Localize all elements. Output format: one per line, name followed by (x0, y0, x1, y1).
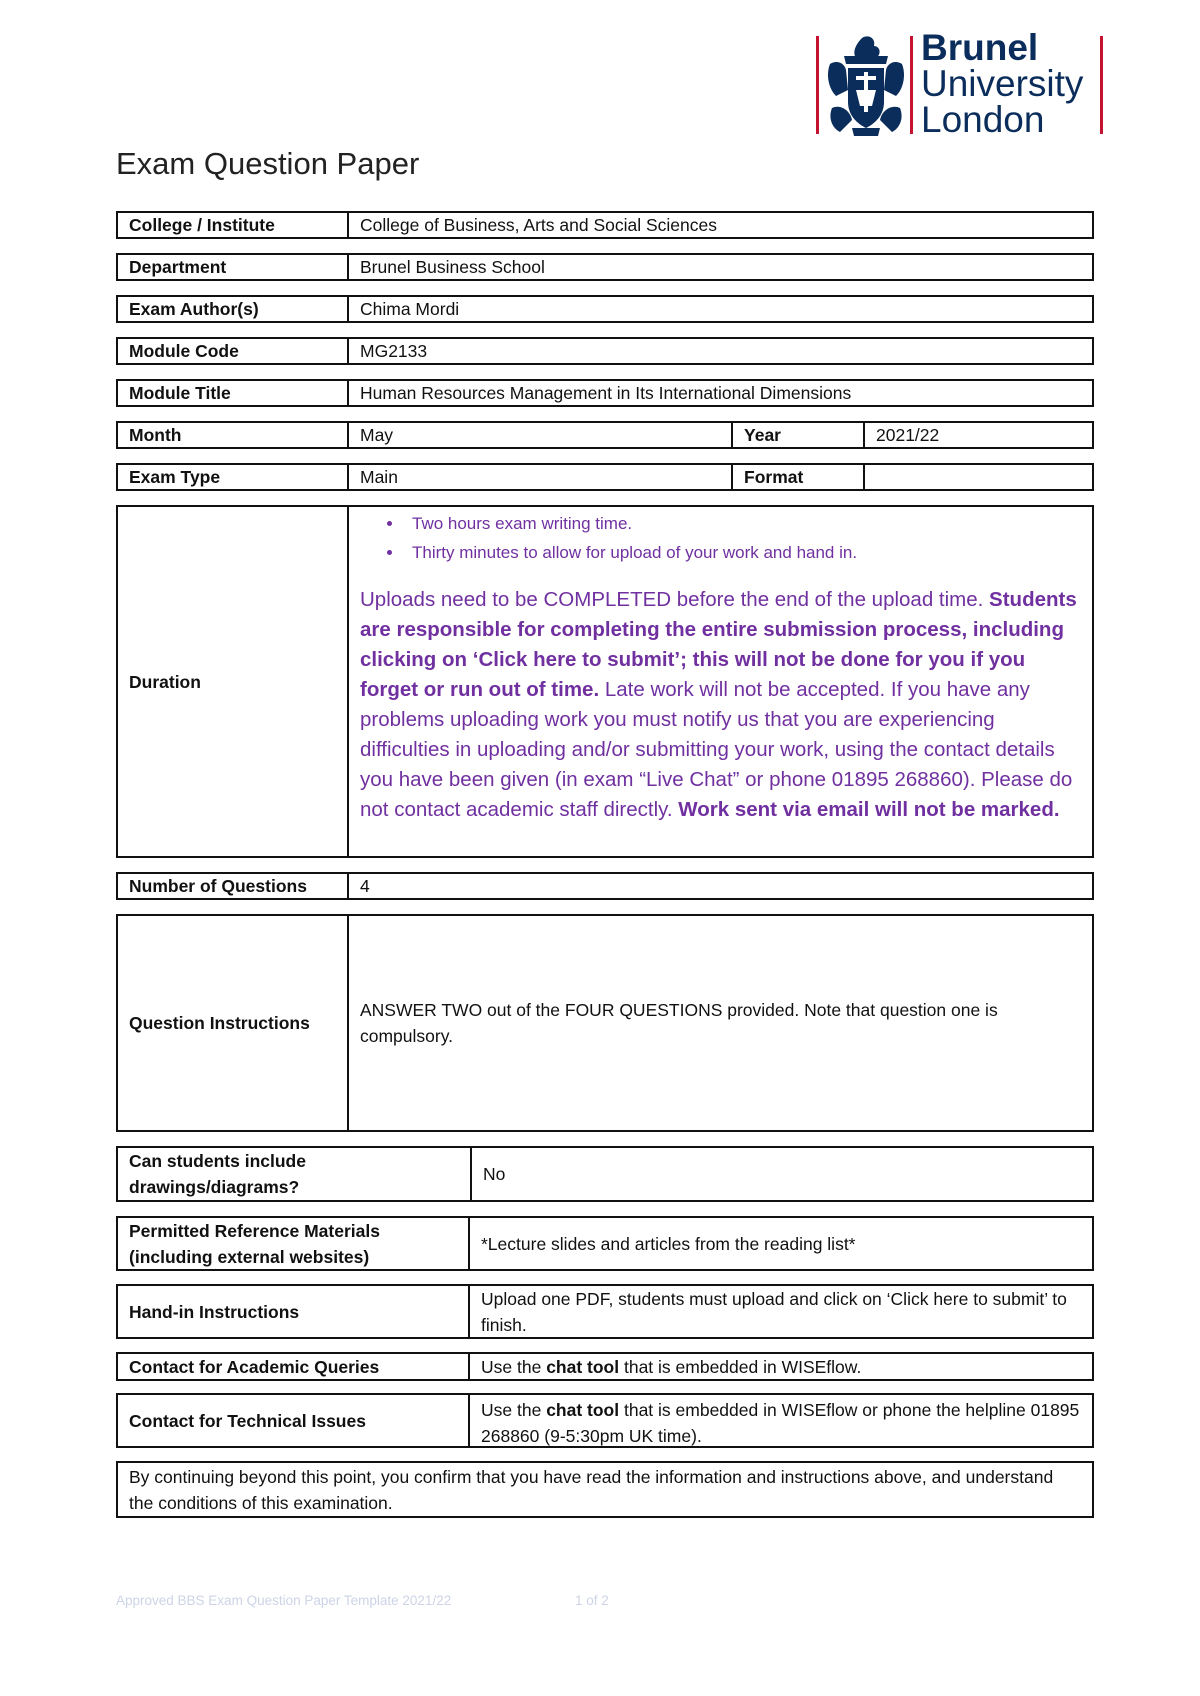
academic-text: Use the (481, 1356, 547, 1377)
duration-label: Duration (129, 671, 201, 692)
row-drawings (116, 1146, 1094, 1202)
instructions-value: ANSWER TWO out of the FOUR QUESTIONS provided. Note that question one is compulsory. (347, 916, 1092, 1130)
college-value: College of Business, Arts and Social Sciences (347, 213, 1092, 237)
technical-bold: chat tool (546, 1400, 620, 1420)
footer-page-number: 1 of 2 (575, 1593, 609, 1608)
format-label: Format (731, 465, 863, 489)
academic-bold: chat tool (546, 1356, 620, 1377)
module-title-value: Human Resources Management in Its International Dimensions (347, 381, 1092, 405)
logo-line-3: London (921, 99, 1045, 140)
duration-bullets (360, 509, 1080, 567)
month-value: May (347, 423, 731, 447)
technical-text: Use the (481, 1400, 547, 1420)
logo-divider-right (1100, 36, 1103, 134)
materials-label: Permitted Reference Materials (including external websites) (129, 1220, 380, 1267)
row-reference-materials (116, 1216, 1094, 1271)
num-questions-value: 4 (347, 874, 1092, 898)
logo-divider-left (816, 36, 819, 134)
row-num-questions (116, 872, 1094, 900)
row-author (116, 295, 1094, 323)
num-questions-label: Number of Questions (129, 876, 307, 896)
author-value: Chima Mordi (347, 297, 1092, 321)
academic-text: that is embedded in WISEflow. (619, 1356, 862, 1377)
year-label: Year (731, 423, 863, 447)
row-duration (116, 505, 1094, 858)
upload-notice-text: Uploads need to be COMPLETED before the end of the upload time. (360, 588, 990, 611)
handin-label: Hand-in Instructions (129, 1301, 300, 1322)
module-title-label: Module Title (129, 383, 231, 403)
row-technical-issues (116, 1393, 1094, 1448)
logo-line-1: Brunel (921, 27, 1039, 68)
row-question-instructions (116, 914, 1094, 1132)
academic-label: Contact for Academic Queries (129, 1356, 380, 1377)
duration-value (347, 507, 1092, 856)
logo-line-2: University (921, 63, 1084, 104)
format-value (863, 465, 1092, 489)
department-value: Brunel Business School (347, 255, 1092, 279)
technical-text: that is embedded in WISEflow or phone the helpline 01895 268860 (9-5:30pm UK time). (481, 1400, 1085, 1446)
month-label: Month (129, 425, 182, 445)
academic-value (468, 1354, 1092, 1379)
row-department (116, 253, 1094, 281)
row-module-title (116, 379, 1094, 407)
technical-label: Contact for Technical Issues (129, 1410, 366, 1431)
row-month-year (116, 421, 1094, 449)
university-crest-icon (826, 34, 906, 138)
module-code-label: Module Code (129, 341, 239, 361)
university-logo (816, 27, 1106, 140)
upload-notice-bold: Students are responsible for completing the entire submission process, including clicking on ‘Click here to submit’; this will not be done for you if you forget or run out of time. (360, 588, 1077, 701)
row-exam-type (116, 463, 1094, 491)
upload-notice-bold: Work sent via email will not be marked. (678, 798, 1060, 821)
row-academic-queries (116, 1352, 1094, 1381)
row-module-code (116, 337, 1094, 365)
upload-notice-text: Late work will not be accepted. If you have any problems uploading work you must notify us that you are experiencing difficulties in uploading and/or submitting your work, using the contact details you have been given (in exam “Live Chat” or phone 01895 268860). Please do not contact academic staff directly. (360, 678, 1073, 821)
year-value: 2021/22 (863, 423, 1092, 447)
duration-bullet: • Thirty minutes to allow for upload of your work and hand in. (404, 538, 1080, 567)
drawings-label: Can students include drawings/diagrams? (129, 1151, 306, 1197)
duration-bullet: • Two hours exam writing time. (404, 509, 1080, 538)
handin-value: Upload one PDF, students must upload and click on ‘Click here to submit’ to finish. (468, 1286, 1092, 1337)
exam-type-value: Main (347, 465, 731, 489)
author-label: Exam Author(s) (129, 299, 259, 319)
row-confirmation (116, 1461, 1094, 1518)
logo-wordmark (921, 27, 1084, 140)
upload-notice (360, 585, 1080, 825)
exam-type-label: Exam Type (129, 467, 221, 487)
page-title: Exam Question Paper (116, 146, 420, 181)
materials-value: *Lecture slides and articles from the reading list* (468, 1218, 1092, 1269)
row-college (116, 211, 1094, 239)
confirmation-text: By continuing beyond this point, you confirm that you have read the information and instructions above, and understand the conditions of this examination. (129, 1466, 1054, 1513)
technical-value (468, 1395, 1092, 1446)
instructions-label: Question Instructions (129, 1013, 310, 1033)
logo-divider-middle (910, 36, 913, 134)
drawings-value: No (470, 1148, 1092, 1200)
row-handin (116, 1284, 1094, 1339)
footer-template-note: Approved BBS Exam Question Paper Template 2021/22 (116, 1593, 452, 1608)
college-label: College / Institute (129, 215, 275, 235)
department-label: Department (129, 257, 227, 277)
module-code-value: MG2133 (347, 339, 1092, 363)
